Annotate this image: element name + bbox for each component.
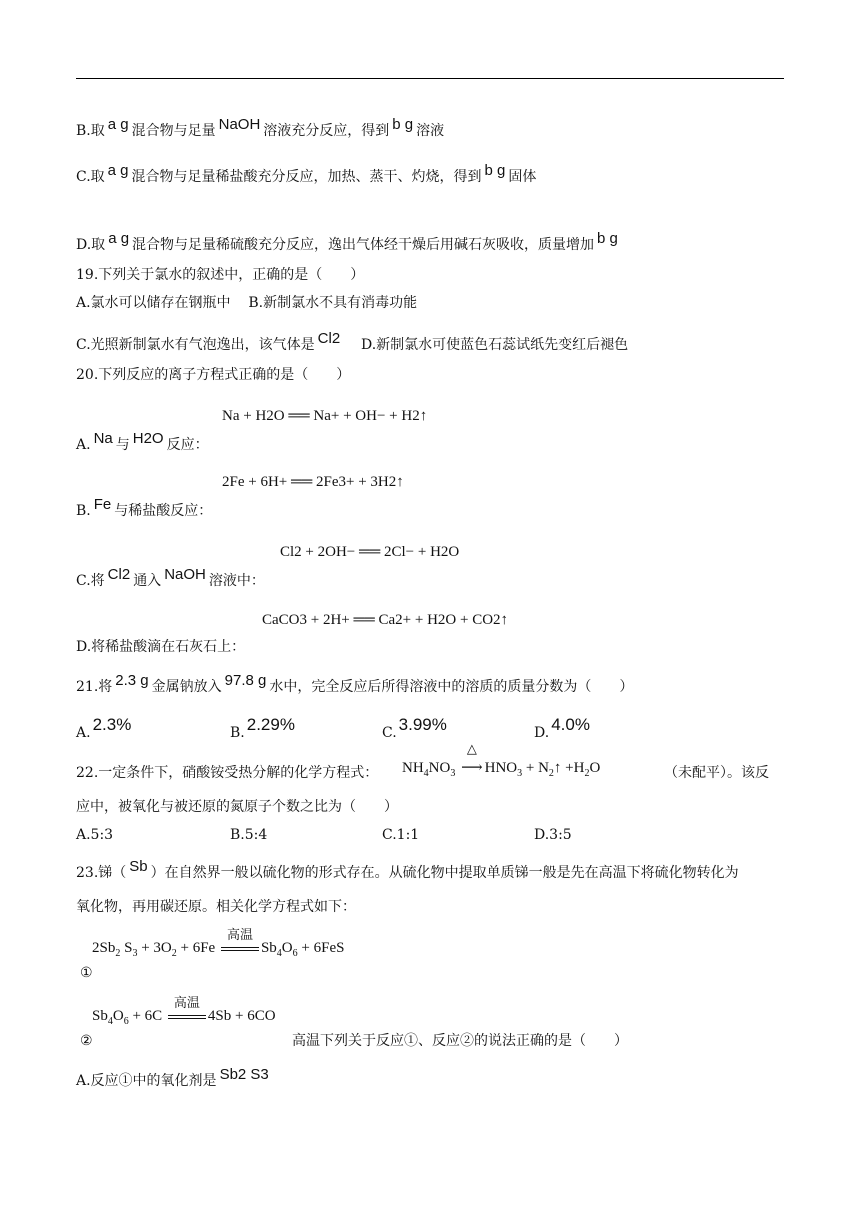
symbol: 2.3% [92, 715, 132, 734]
q23-equation-1: $2Sb_2$ $S_3 + 3O_2 + 6Fe$ 高温 $Sb_4O_6 + 6FeS$ [92, 940, 344, 959]
symbol: b g [484, 162, 506, 179]
symbol: Cl2 [317, 330, 341, 347]
q22-option-c: C.1:1 [382, 827, 420, 843]
q21-option-d [534, 715, 590, 742]
symbol: 97.8 g [224, 672, 267, 689]
text: 溶液充分反应，得到 [263, 123, 390, 139]
text: C.将 [76, 573, 105, 589]
q23-question: 高温下列关于反应①、反应②的说法正确的是（ ） [292, 1033, 628, 1049]
q19-options-ab [76, 294, 417, 312]
text: 混合物与足量 [131, 123, 216, 139]
q20-equation-b: 2Fe + 6H+ ══ 2Fe3+ + 3H2↑ [222, 474, 404, 490]
text: B. [76, 503, 91, 519]
q19-option-c: C.光照新制氯水有气泡逸出，该气体是 [76, 337, 315, 353]
q20-stem: 20.下列反应的离子方程式正确的是（ ） [76, 367, 351, 383]
symbol: Sb [129, 858, 148, 875]
text: 通入 [133, 573, 162, 589]
q20-equation-c: Cl2 + 2OH− ══ 2Cl− + H2O [280, 544, 460, 560]
text: D. [534, 725, 550, 741]
text: C.取 [76, 169, 105, 185]
q18-option-b [76, 116, 445, 140]
text: 金属钠放入 [151, 679, 222, 695]
q22-stem-line2: 应中，被氧化与被还原的氮原子个数之比为（ ） [76, 799, 398, 815]
high-temp-label: 高温 [226, 928, 253, 943]
symbol: H2O [132, 430, 164, 447]
q23-stem-line2: 氧化物，再用碳还原。相关化学方程式如下： [76, 899, 356, 915]
symbol: a g [107, 116, 129, 133]
q23-option-a [76, 1066, 272, 1090]
q20-option-c [76, 566, 265, 590]
symbol: 2.29% [246, 715, 295, 734]
symbol: a g [108, 230, 130, 247]
q22-tail: （未配平）。该反 [664, 765, 769, 781]
q23-stem-line1 [76, 858, 739, 882]
q20-option-d: D.将稀盐酸滴在石灰石上： [76, 639, 246, 655]
q18-option-d [76, 230, 621, 254]
heat-symbol: △ [466, 742, 477, 757]
q21-stem [76, 672, 634, 696]
text: A. [76, 725, 91, 741]
text: 21.将 [76, 679, 113, 695]
text: 23.锑（ [76, 865, 127, 881]
q19-option-d: D.新制氯水可使蓝色石蕊试纸先变红后褪色 [361, 337, 629, 353]
symbol: b g [597, 230, 618, 247]
symbol: 4.0% [551, 715, 590, 734]
q22-option-b: B.5:4 [230, 827, 268, 843]
text: 溶液中： [208, 573, 265, 589]
q18-option-c [76, 162, 537, 186]
symbol: b g [392, 116, 414, 133]
q22-stem-line1 [76, 764, 378, 782]
q21-option-b [230, 715, 295, 742]
symbol: 2.3 g [115, 672, 149, 689]
symbol: Cl2 [107, 566, 131, 583]
text: 溶液 [416, 123, 445, 139]
q22-option-a: A.5:3 [76, 827, 114, 843]
symbol: Fe [93, 496, 112, 513]
symbol: 3.99% [398, 715, 447, 734]
q19-option-a: A.氯水可以储存在钢瓶中 [76, 295, 231, 311]
q19-stem: 19.下列关于氯水的叙述中，正确的是（ ） [76, 267, 365, 283]
q22-option-d: D.3:5 [534, 827, 572, 843]
q20-equation-d: CaCO3 + 2H+ ══ Ca2+ + H2O + CO2↑ [262, 612, 509, 628]
text: A.反应①中的氧化剂是 [76, 1073, 217, 1089]
text: D.取 [76, 237, 106, 253]
reaction-arrow: △ ⟶ [461, 742, 483, 776]
text: 固体 [508, 169, 537, 185]
q20-equation-a: Na + H2O ══ Na+ + OH− + H2↑ [222, 408, 428, 424]
header-rule [76, 78, 784, 79]
text: 混合物与足量稀盐酸充分反应，加热、蒸干、灼烧，得到 [131, 169, 482, 185]
q20-option-a [76, 430, 209, 454]
text: B. [230, 725, 245, 741]
text: 水中，完全反应后所得溶液中的溶质的质量分数为（ ） [269, 679, 634, 695]
q23-equation-2-number: ② [80, 1033, 93, 1049]
symbol: Sb2 S3 [219, 1066, 269, 1083]
text: C. [382, 725, 397, 741]
text: 与 [115, 437, 130, 453]
reaction-condition [221, 928, 259, 957]
text: 混合物与足量稀硫酸充分反应，逸出气体经干燥后用碱石灰吸收，质量增加 [132, 237, 595, 253]
q21-option-a [76, 715, 132, 742]
reaction-condition [168, 996, 206, 1025]
text: 22.一定条件下，硝酸铵受热分解的化学方程式： [76, 765, 379, 781]
symbol: NaOH [164, 566, 206, 583]
text: ）在自然界一般以硫化物的形式存在。从硫化物中提取单质锑一般是先在高温下将硫化物转化为 [150, 865, 739, 881]
q22-equation: $NH_4NO_3$ △ ⟶ $HNO_3$ + $N_2↑ +H_2O$ [402, 742, 601, 779]
text: A. [76, 437, 91, 453]
text: B.取 [76, 123, 105, 139]
q19-options-cd [76, 330, 629, 354]
text: 反应： [166, 437, 209, 453]
q23-equation-1-number: ① [80, 965, 93, 981]
high-temp-label: 高温 [173, 996, 200, 1011]
q20-option-b [76, 496, 213, 520]
q21-option-c [382, 715, 447, 742]
symbol: a g [107, 162, 129, 179]
q19-option-b: B.新制氯水不具有消毒功能 [248, 295, 418, 311]
symbol: NaOH [218, 116, 261, 133]
q23-equation-2: $Sb_4O_6 + 6C$ 高温 4Sb + 6CO [92, 1008, 276, 1027]
text: 与稀盐酸反应： [114, 503, 213, 519]
symbol: Na [93, 430, 113, 447]
